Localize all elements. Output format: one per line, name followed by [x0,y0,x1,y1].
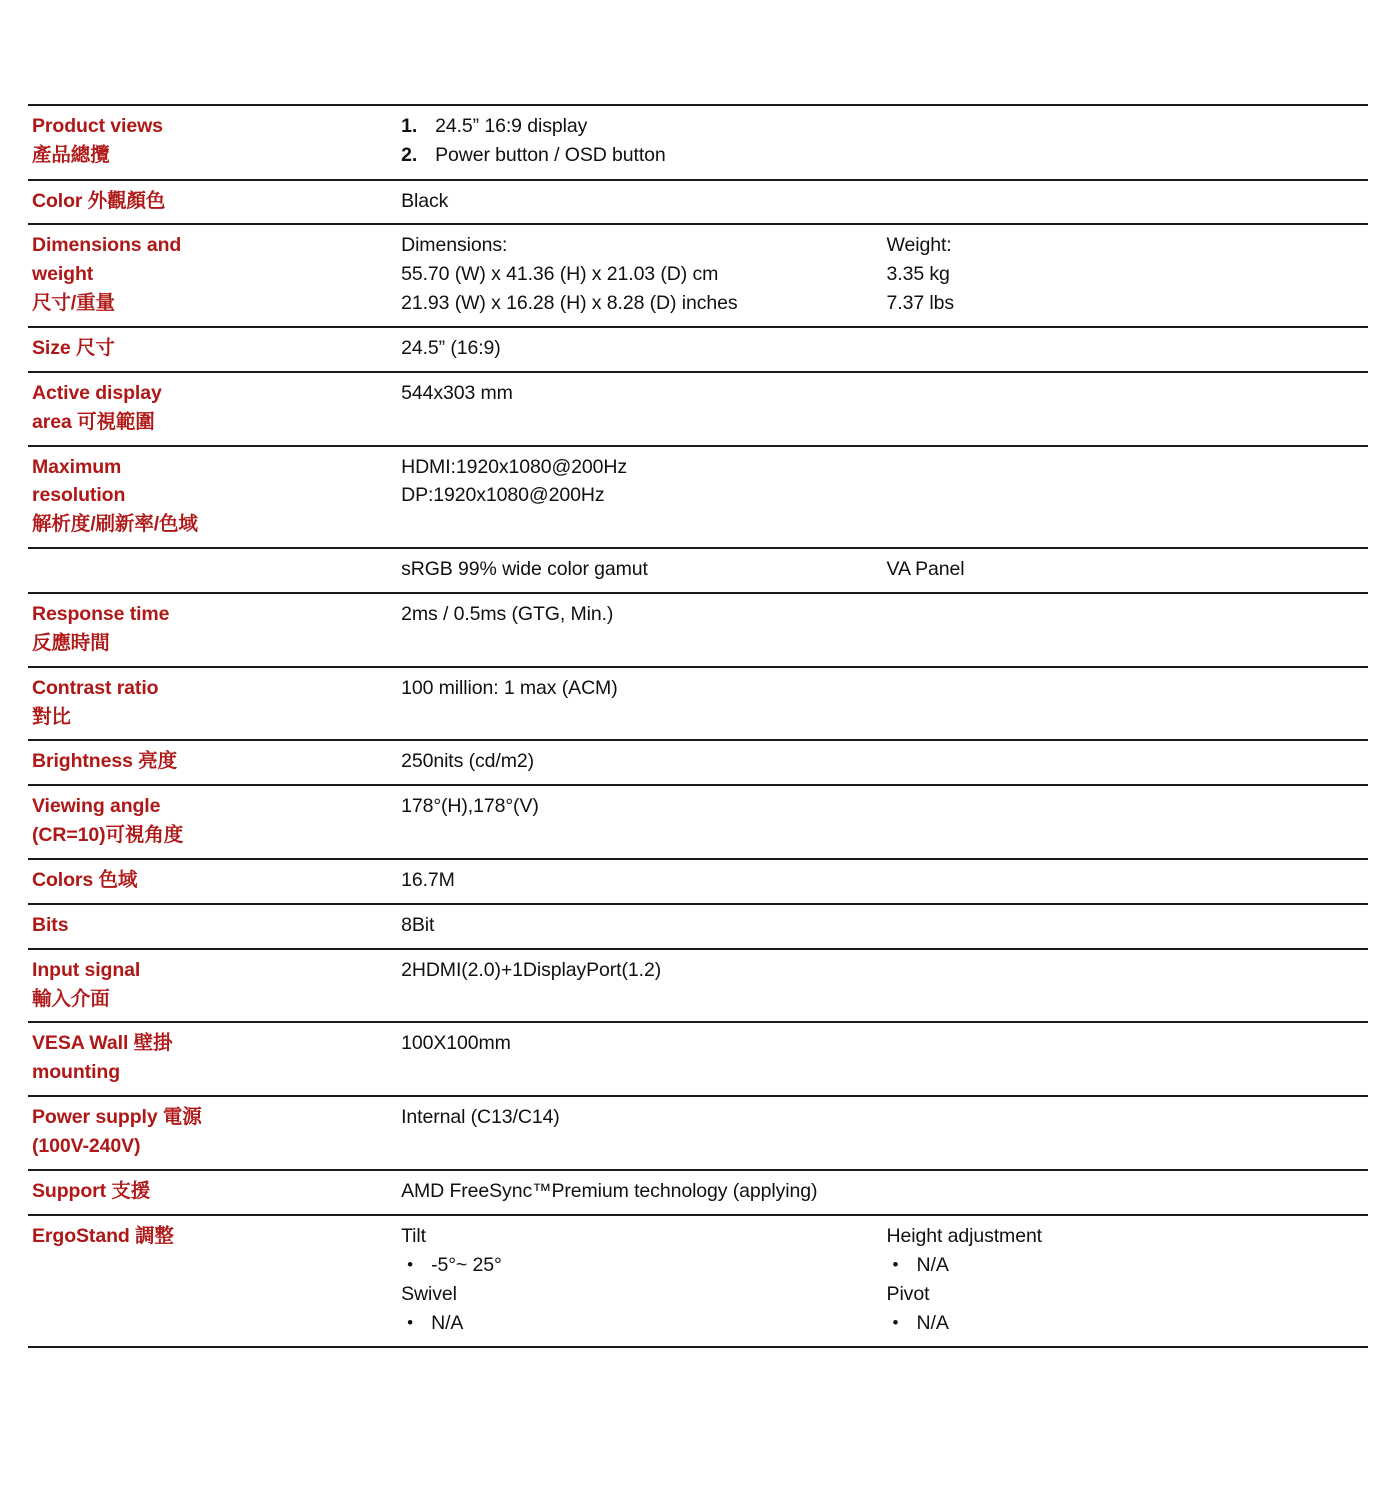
list-text: N/A [431,1311,464,1334]
row-label-maximum-resolution [28,446,397,549]
row-value-viewing-angle [397,785,1368,859]
row-label-colors [28,859,397,904]
value-text: 100X100mm [401,1032,511,1055]
label-zh: (CR=10)可視角度 [32,824,184,847]
row-label-support [28,1170,397,1215]
list-item [401,1309,878,1338]
row-value-colors [397,859,1368,904]
list-number: 2. [401,144,418,167]
label-en-2: resolution [32,484,126,507]
list-item [401,1251,878,1280]
table-row-bits [28,904,1368,949]
label-en: Input signal [32,958,141,981]
label-en: Colors 色域 [32,868,138,891]
dimensions-heading: Dimensions: [401,234,508,257]
table-row-color [28,180,1368,225]
row-value-color-gamut [397,548,882,593]
ergostand-pivot-list [887,1309,1364,1338]
row-label-brightness [28,740,397,785]
label-zh: 反應時間 [32,631,110,654]
row-value-support [397,1170,1368,1215]
value-text: sRGB 99% wide color gamut [401,558,648,581]
table-row-vesa-wall-mounting [28,1022,1368,1096]
ergostand-swivel-heading: Swivel [401,1282,457,1305]
value-text: Internal (C13/C14) [401,1106,560,1129]
dimensions-cm: 55.70 (W) x 41.36 (H) x 21.03 (D) cm [401,263,719,286]
label-zh: 產品總攬 [32,143,110,166]
value-text: 544x303 mm [401,381,513,404]
row-value-active-display-area [397,372,1368,446]
bullet-icon: • [892,1312,899,1332]
row-value-input-signal [397,949,1368,1023]
panel-type-text: VA Panel [886,558,965,581]
value-text: 250nits (cd/m2) [401,750,534,773]
row-value-weight [883,224,1368,327]
row-label-empty [28,548,397,593]
table-row-colors [28,859,1368,904]
list-number: 1. [401,115,418,137]
label-zh: area 可視範圍 [32,410,155,433]
value-text: 16.7M [401,868,455,891]
weight-kg: 3.35 kg [886,263,950,286]
table-row-color-gamut [28,548,1368,593]
row-value-size [397,327,1368,372]
row-label-size [28,327,397,372]
row-label-bits [28,904,397,949]
row-label-vesa-wall-mounting [28,1022,397,1096]
label-en: Support 支援 [32,1179,151,1202]
label-en: Product views [32,115,163,137]
table-row-maximum-resolution [28,446,1368,549]
weight-heading: Weight: [886,234,952,257]
specification-table [28,104,1368,1348]
label-en: Dimensions and [32,234,182,257]
table-row-active-display-area [28,372,1368,446]
value-text: Black [401,189,449,212]
row-value-vesa-wall-mounting [397,1022,1368,1096]
table-row-size [28,327,1368,372]
list-text: -5°~ 25° [431,1253,502,1276]
label-en: Response time [32,602,170,625]
row-label-color [28,180,397,225]
row-label-power-supply [28,1096,397,1170]
value-text: 100 million: 1 max (ACM) [401,676,618,699]
label-en-2: weight [32,263,94,286]
label-en: VESA Wall 壁掛 [32,1032,173,1055]
product-views-list [401,112,1364,171]
list-item [887,1251,1364,1280]
label-en: Color 外觀顏色 [32,189,166,212]
list-item [401,141,1364,170]
value-text: 2HDMI(2.0)+1DisplayPort(1.2) [401,958,662,981]
table-row-power-supply [28,1096,1368,1170]
bullet-icon: • [407,1254,413,1274]
value-text: 8Bit [401,913,435,936]
row-value-contrast-ratio [397,667,1368,741]
label-zh: 對比 [32,705,71,728]
value-text: 2ms / 0.5ms (GTG, Min.) [401,602,614,625]
resolution-dp: DP:1920x1080@200Hz [401,484,605,507]
table-row-ergostand [28,1215,1368,1347]
table-row-brightness [28,740,1368,785]
label-en: Power supply 電源 [32,1106,202,1129]
value-text: 178°(H),178°(V) [401,795,539,818]
row-value-response-time [397,593,1368,667]
row-label-viewing-angle [28,785,397,859]
ergostand-swivel-list [401,1309,878,1338]
ergostand-height-heading: Height adjustment [886,1224,1043,1247]
row-label-dimensions-weight [28,224,397,327]
row-value-power-supply [397,1096,1368,1170]
value-text: 24.5” (16:9) [401,336,501,359]
ergostand-tilt-list [401,1251,878,1280]
row-label-contrast-ratio [28,667,397,741]
row-value-bits [397,904,1368,949]
list-item [887,1309,1364,1338]
table-row-product-views [28,105,1368,180]
bullet-icon: • [407,1312,413,1332]
table-row-response-time [28,593,1368,667]
label-en: Maximum [32,455,122,478]
ergostand-pivot-heading: Pivot [886,1282,930,1305]
dimensions-inches: 21.93 (W) x 16.28 (H) x 8.28 (D) inches [401,292,738,315]
label-zh: 輸入介面 [32,987,110,1010]
list-item [401,112,1364,141]
label-en: Contrast ratio [32,676,159,699]
list-text: N/A [916,1253,949,1276]
row-value-ergostand-left [397,1215,882,1347]
label-en: Viewing angle [32,795,161,818]
row-value-maximum-resolution [397,446,1368,549]
row-label-input-signal [28,949,397,1023]
row-value-panel-type [883,548,1368,593]
row-label-response-time [28,593,397,667]
label-zh: 解析度/刷新率/色域 [32,513,198,536]
label-en: Bits [32,913,69,936]
row-label-active-display-area [28,372,397,446]
label-en-2: (100V-240V) [32,1134,141,1157]
table-row-input-signal [28,949,1368,1023]
list-text: N/A [916,1311,949,1334]
label-en-2: mounting [32,1061,121,1084]
ergostand-height-list [887,1251,1364,1280]
list-text: Power button / OSD button [435,144,666,167]
label-en: Brightness 亮度 [32,750,177,773]
label-zh: 尺寸/重量 [32,292,115,315]
ergostand-tilt-heading: Tilt [401,1224,426,1247]
row-value-color [397,180,1368,225]
row-value-brightness [397,740,1368,785]
label-en: Size 尺寸 [32,336,115,359]
label-en: Active display [32,381,162,404]
label-en: ErgoStand 調整 [32,1224,174,1247]
value-text: AMD FreeSync™Premium technology (applying) [401,1179,818,1202]
weight-lbs: 7.37 lbs [886,292,955,315]
resolution-hdmi: HDMI:1920x1080@200Hz [401,455,628,478]
row-value-ergostand-right [883,1215,1368,1347]
list-text: 24.5” 16:9 display [435,115,588,137]
row-label-product-views [28,105,397,180]
table-row-support [28,1170,1368,1215]
table-row-dimensions-weight [28,224,1368,327]
table-row-viewing-angle [28,785,1368,859]
row-value-product-views [397,105,1368,180]
row-value-dimensions [397,224,882,327]
row-label-ergostand [28,1215,397,1347]
bullet-icon: • [892,1254,899,1274]
table-row-contrast-ratio [28,667,1368,741]
